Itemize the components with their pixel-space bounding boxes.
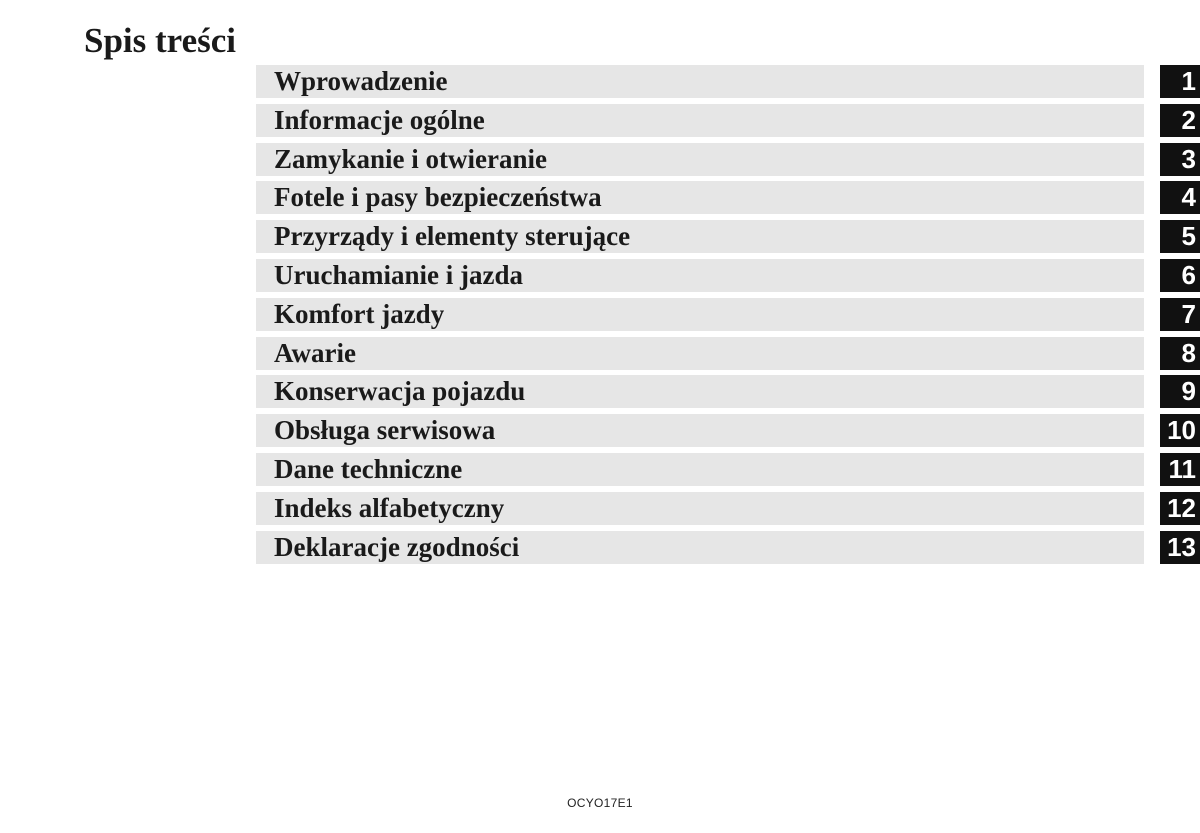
toc-row-starting-and-driving [256,259,1200,298]
toc-row-alphabetical-index [256,492,1200,531]
toc-link-driving-comfort[interactable] [256,298,1144,331]
toc-label: Obsługa serwisowa [274,415,496,446]
toc-label: Deklaracje zgodności [274,531,520,562]
toc-row-servicing [256,414,1200,453]
table-of-contents [256,65,1200,569]
toc-link-vehicle-care[interactable] [256,375,1144,408]
chapter-tab-12[interactable]: 12 [1160,492,1200,525]
toc-row-declarations-of-conformity [256,531,1200,570]
toc-link-technical-data[interactable] [256,453,1144,486]
toc-row-driving-comfort [256,298,1200,337]
toc-label: Uruchamianie i jazda [274,259,523,290]
toc-row-breakdowns [256,337,1200,376]
chapter-tab-1[interactable]: 1 [1160,65,1200,98]
toc-label: Komfort jazdy [274,298,445,329]
toc-label: Fotele i pasy bezpieczeństwa [274,182,602,213]
chapter-tab-3[interactable]: 3 [1160,143,1200,176]
toc-label: Konserwacja pojazdu [274,376,526,407]
toc-link-general-information[interactable] [256,104,1144,137]
toc-row-introduction [256,65,1200,104]
toc-link-alphabetical-index[interactable] [256,492,1144,525]
toc-link-servicing[interactable] [256,414,1144,447]
page-title: Spis treści [84,21,236,60]
toc-link-breakdowns[interactable] [256,337,1144,370]
toc-row-vehicle-care [256,375,1200,414]
chapter-tab-10[interactable]: 10 [1160,414,1200,447]
chapter-tab-13[interactable]: 13 [1160,531,1200,564]
toc-label: Zamykanie i otwieranie [274,143,547,174]
chapter-tab-8[interactable]: 8 [1160,337,1200,370]
toc-label: Przyrządy i elementy sterujące [274,221,631,252]
toc-link-seats-and-belts[interactable] [256,181,1144,214]
toc-label: Dane techniczne [274,453,463,484]
chapter-tab-4[interactable]: 4 [1160,181,1200,214]
toc-link-starting-and-driving[interactable] [256,259,1144,292]
chapter-tab-9[interactable]: 9 [1160,375,1200,408]
chapter-tab-11[interactable]: 11 [1160,453,1200,486]
toc-label: Informacje ogólne [274,104,485,135]
toc-label: Wprowadzenie [274,66,448,96]
chapter-tab-6[interactable]: 6 [1160,259,1200,292]
toc-link-instruments-and-controls[interactable] [256,220,1144,253]
toc-row-general-information [256,104,1200,143]
toc-row-instruments-and-controls [256,220,1200,259]
chapter-tab-5[interactable]: 5 [1160,220,1200,253]
toc-row-seats-and-belts [256,181,1200,220]
toc-row-technical-data [256,453,1200,492]
toc-row-locking-and-opening [256,143,1200,182]
chapter-tab-7[interactable]: 7 [1160,298,1200,331]
toc-label: Awarie [274,337,356,368]
toc-label: Indeks alfabetyczny [274,492,505,523]
toc-link-declarations-of-conformity[interactable] [256,531,1144,564]
toc-link-introduction[interactable] [256,65,1144,98]
chapter-tab-2[interactable]: 2 [1160,104,1200,137]
toc-link-locking-and-opening[interactable] [256,143,1144,176]
document-code: OCYO17E1 [567,796,633,810]
